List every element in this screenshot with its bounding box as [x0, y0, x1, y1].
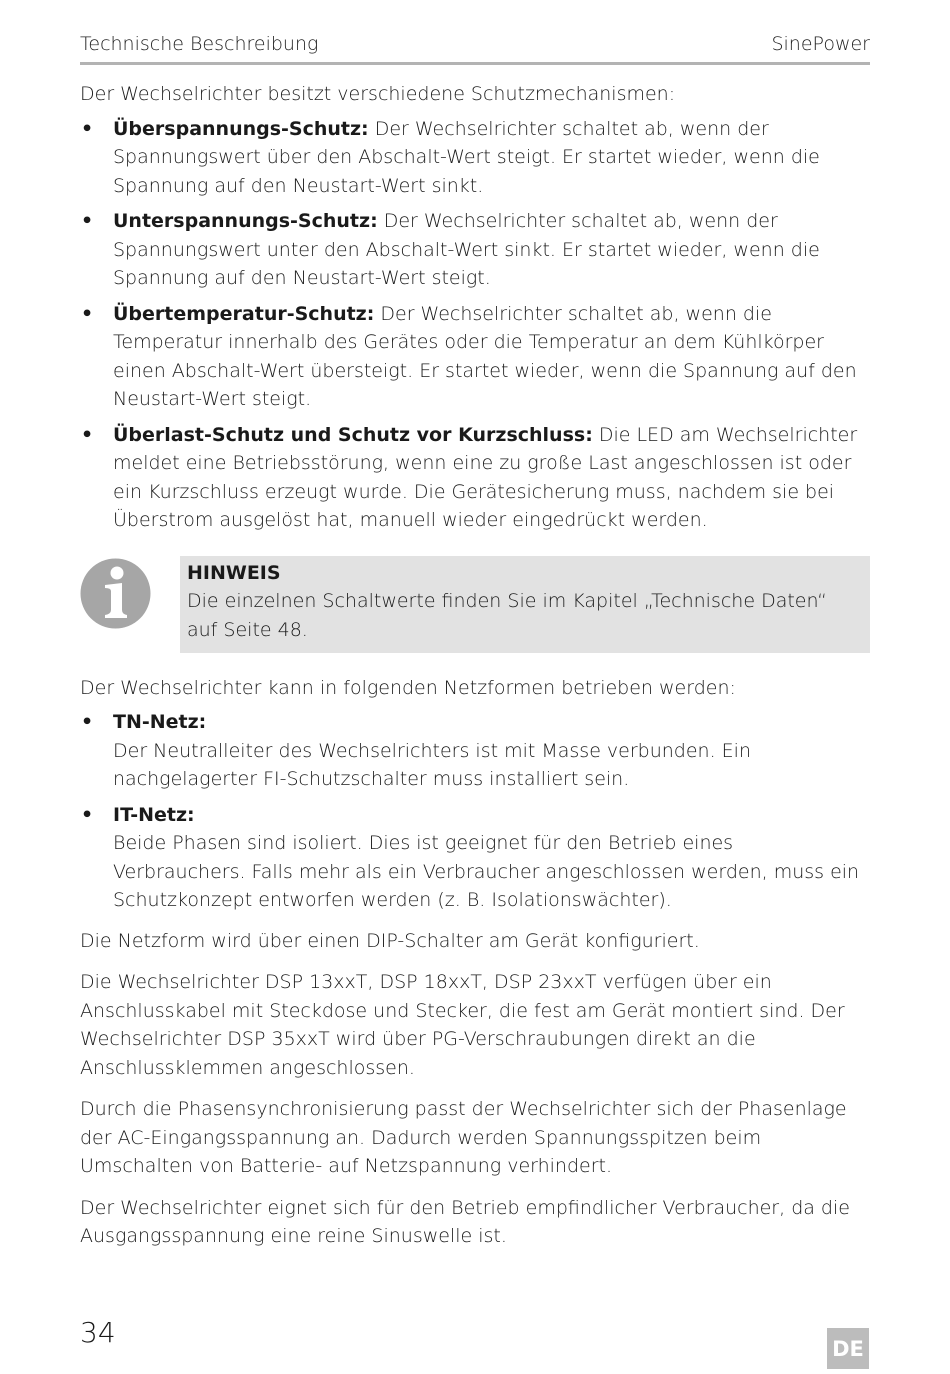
list-item: [80, 708, 870, 794]
bullet-icon: •: [81, 302, 94, 325]
page-number: 34: [80, 1316, 116, 1349]
item-text: Der Wechselrichter schaltet ab, wenn die Temperatur innerhalb des Gerätes oder die Temperatur an dem Kühlkörper einen Abschalt-Wert übersteigt. Er startet wieder, wenn die Spannung auf den Neustart-Wert steigt.: [113, 302, 857, 410]
item-label: Überspannungs-Schutz:: [113, 117, 369, 140]
list-item: [80, 300, 870, 414]
bullet-icon: •: [81, 423, 94, 446]
language-badge: DE: [827, 1328, 869, 1369]
bullet-icon: •: [81, 711, 94, 733]
item-text: Der Wechselrichter schaltet ab, wenn der Spannungswert unter den Abschalt-Wert sinkt. Er startet wieder, wenn die Spannung auf den Neustart-Wert steigt.: [113, 210, 820, 289]
item-text: Die LED am Wechselrichter meldet eine Betriebsstörung, wenn eine zu große Last angeschlossen ist oder ein Kurzschluss erzeugt wurde. Die Gerätesicherung muss, nachdem sie bei Überstrom ausgelöst hat, manuell wieder eingedrückt werden.: [113, 423, 858, 531]
item-label: TN-Netz:: [113, 711, 207, 733]
notice-text: Die einzelnen Schaltwerte finden Sie im Kapitel „Technische Daten“ auf Seite 48.: [187, 590, 827, 641]
info-icon: [80, 558, 151, 629]
notice-block: [80, 556, 870, 653]
notice-box: [180, 556, 870, 653]
protections-list: [80, 115, 870, 535]
item-label: Überlast-Schutz und Schutz vor Kurzschluss:: [113, 423, 593, 446]
page-content: [80, 80, 870, 1264]
bullet-icon: •: [81, 210, 94, 232]
list-item: [80, 115, 870, 201]
list-item: [80, 421, 870, 535]
item-label: Übertemperatur-Schutz:: [113, 302, 375, 325]
header-product-name: SinePower: [771, 33, 870, 55]
bullet-icon: •: [81, 803, 94, 826]
item-text: Beide Phasen sind isoliert. Dies ist geeignet für den Betrieb eines Verbrauchers. Falls mehr als ein Verbraucher angeschlossen werden, muss ein Schutzkonzept entworfen werden (z. B. Isolationswächter).: [113, 832, 860, 911]
item-text: Der Wechselrichter schaltet ab, wenn der Spannungswert über den Abschalt-Wert steigt. Er startet wieder, wenn die Spannung auf den Neustart-Wert sinkt.: [113, 117, 820, 197]
paragraph: Der Wechselrichter eignet sich für den Betrieb empfindlicher Verbraucher, da die Ausgangsspannung eine reine Sinuswelle ist.: [80, 1196, 850, 1247]
net-intro: Der Wechselrichter kann in folgenden Netzformen betrieben werden:: [80, 676, 736, 699]
item-label: IT-Netz:: [113, 803, 195, 826]
paragraph: Die Netzform wird über einen DIP-Schalter am Gerät konfiguriert.: [80, 929, 700, 952]
net-list: [80, 708, 870, 915]
list-item: [80, 207, 870, 293]
list-item: [80, 801, 870, 915]
bullet-icon: •: [81, 117, 94, 140]
item-text: Der Neutralleiter des Wechselrichters ist mit Masse verbunden. Ein nachgelagerter FI-Schutzschalter muss installiert sein.: [113, 739, 752, 790]
paragraph: Durch die Phasensynchronisierung passt der Wechselrichter sich der Phasenlage der AC-Eingangsspannung an. Dadurch werden Spannungsspitzen beim Umschalten von Batterie- auf Netzspannung verhindert.: [80, 1098, 847, 1177]
notice-title: HINWEIS: [187, 561, 281, 584]
item-label: Unterspannungs-Schutz:: [113, 210, 378, 232]
header-section-title: Technische Beschreibung: [80, 33, 319, 55]
page-header: [80, 30, 870, 65]
paragraph: Die Wechselrichter DSP 13xxT, DSP 18xxT, DSP 23xxT verfügen über ein Anschlusskabel mit Steckdose und Stecker, die fest am Gerät montiert sind. Der Wechselrichter DSP 35xxT wird über PG-Verschraubungen direkt an die Anschlussklemmen angeschlossen.: [80, 971, 845, 1079]
protections-intro: Der Wechselrichter besitzt verschiedene Schutzmechanismen:: [80, 83, 676, 105]
